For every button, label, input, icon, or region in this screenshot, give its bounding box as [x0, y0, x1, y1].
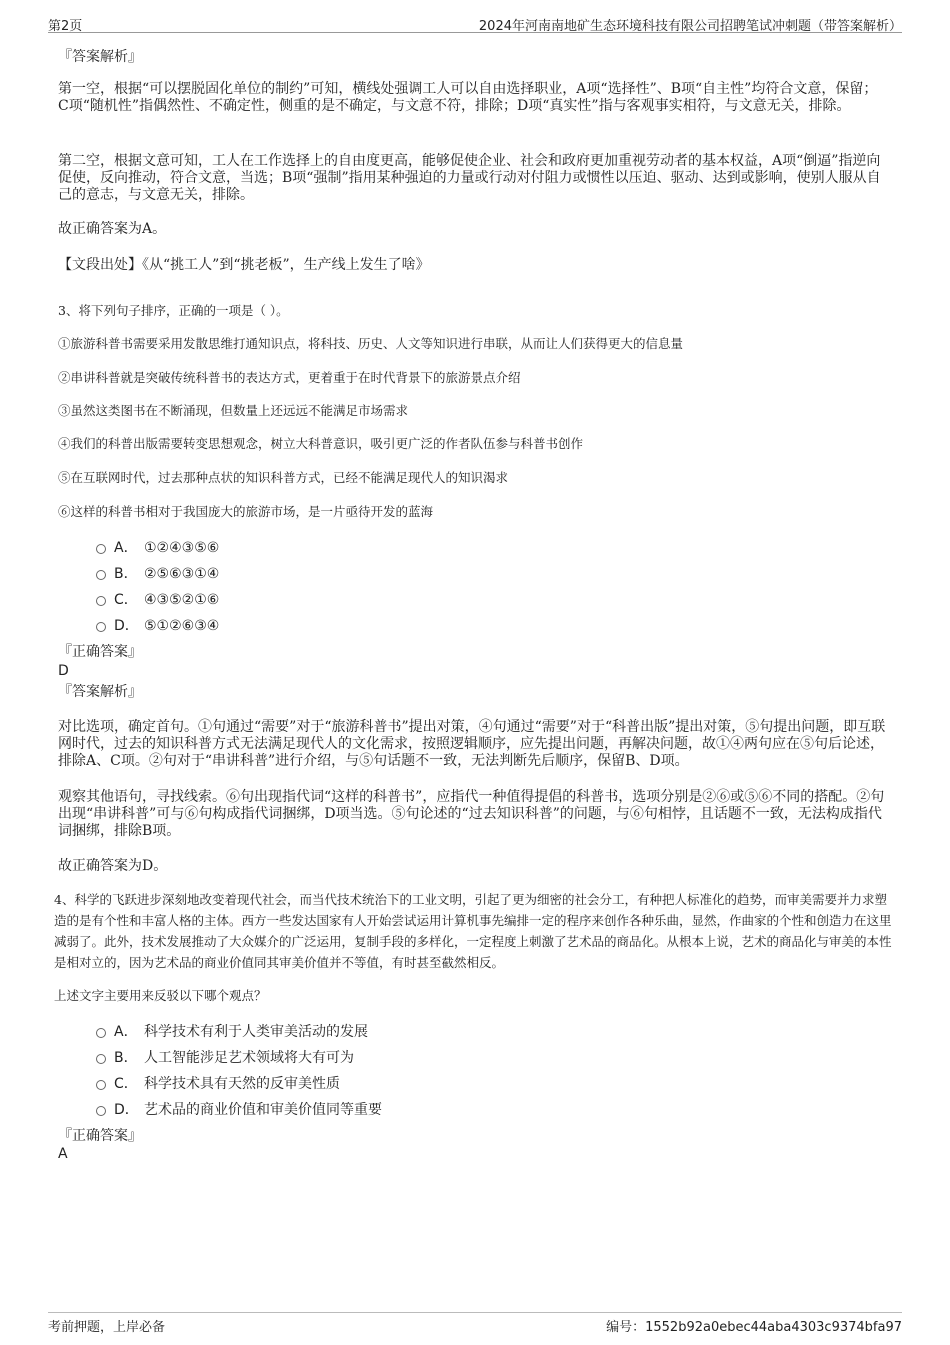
q4-option-d[interactable]: D． 艺术品的商业价值和审美价值同等重要: [96, 1099, 382, 1119]
q3-sentence-3: ③虽然这类图书在不断涌现，但数量上还远远不能满足市场需求: [58, 403, 409, 418]
radio-icon[interactable]: [96, 622, 106, 632]
footer-slogan: 考前押题，上岸必备: [48, 1320, 166, 1335]
q3-option-a[interactable]: A． ①②④③⑤⑥: [96, 537, 219, 557]
q2-analysis-para2: 第二空，根据文意可知，工人在工作选择上的自由度更高，能够促使企业、社会和政府更加重视劳动者的基本权益，A项“倒逼”指逆向促使，反向推动，符合文意，当选；B项“强制”指用某种强迫的力量或行动对付阻力或惯性以压迫、驱动、达到或影响，使别人服从自己的意志，与文意无关，排除。: [58, 153, 881, 203]
q3-correct-label: 『正确答案』: [58, 644, 142, 660]
q3-sentence-4: ④我们的科普出版需要转变思想观念，树立大科普意识，吸引更广泛的作者队伍参与科普书创作: [58, 436, 584, 451]
footer-serial: 编号：1552b92a0ebec44aba4303c9374bfa97: [606, 1320, 902, 1335]
page-header: [48, 12, 902, 33]
q4-option-c[interactable]: C． 科学技术具有天然的反审美性质: [96, 1073, 340, 1093]
q4-option-b[interactable]: B． 人工智能涉足艺术领域将大有可为: [96, 1047, 354, 1067]
radio-icon[interactable]: [96, 570, 106, 580]
page-number: 第2页: [48, 19, 83, 34]
q3-conclusion: 故正确答案为D。: [58, 858, 168, 874]
q3-stem: 3、将下列句子排序，正确的一项是（ ）。: [58, 303, 289, 318]
q3-analysis-label: 『答案解析』: [58, 684, 142, 700]
q3-analysis-para2: 观察其他语句，寻找线索。⑥句出现指代词“这样的科普书”，应指代一种值得提倡的科普书，选项分别是②⑥或⑤⑥不同的搭配。②句出现“串讲科普”可与⑥句构成指代词捆绑，D项当选。⑤句论述的“过去知识科普”的问题，与⑥句相悖，且话题不一致，无法构成指代词捆绑，排除B项。: [58, 789, 885, 839]
q3-option-c[interactable]: C． ④③⑤②①⑥: [96, 589, 219, 609]
q3-sentence-2: ②串讲科普就是突破传统科普书的表达方式，更着重于在时代背景下的旅游景点介绍: [58, 370, 521, 385]
page-footer: [48, 1312, 902, 1337]
q3-correct-answer: D: [58, 663, 69, 679]
q4-option-a[interactable]: A． 科学技术有利于人类审美活动的发展: [96, 1021, 368, 1041]
radio-icon[interactable]: [96, 1080, 106, 1090]
q4-correct-answer: A: [58, 1146, 68, 1162]
q3-sentence-5: ⑤在互联网时代，过去那种点状的知识科普方式，已经不能满足现代人的知识渴求: [58, 470, 509, 485]
radio-icon[interactable]: [96, 1028, 106, 1038]
q4-question: 上述文字主要用来反驳以下哪个观点？: [54, 988, 267, 1003]
q4-correct-label: 『正确答案』: [58, 1128, 142, 1144]
radio-icon[interactable]: [96, 1054, 106, 1064]
radio-icon[interactable]: [96, 544, 106, 554]
q4-stem: 4、科学的飞跃进步深刻地改变着现代社会，而当代技术统治下的工业文明，引起了更为细密的社会分工，有种把人标准化的趋势，而审美需要并力求塑造的是有个性和丰富人格的主体。西方一些发达国家有人开始尝试运用计算机事先编排一定的程序来创作各种乐曲，显然，作曲家的个性和创造力在这里减弱了。此外，技术发展推动了大众媒介的广泛运用，复制手段的多样化，一定程度上刺激了艺术品的商品化。从根本上说，艺术的商品化与审美的本性是相对立的，因为艺术品的商业价值同其审美价值并不等值，有时甚至截然相反。: [54, 892, 892, 970]
q3-sentence-6: ⑥这样的科普书相对于我国庞大的旅游市场，是一片亟待开发的蓝海: [58, 504, 434, 519]
radio-icon[interactable]: [96, 596, 106, 606]
q3-analysis-para1: 对比选项，确定首句。①句通过“需要”对于“旅游科普书”提出对策，④句通过“需要”对于“科普出版”提出对策，⑤句提出问题，即互联网时代，过去的知识科普方式无法满足现代人的文化需求，按照逻辑顺序，应先提出问题，再解决问题，故①④两句应在⑤句后论述，排除A、C项。②句对于“串讲科普”进行介绍，与⑤句话题不一致，无法判断先后顺序，保留B、D项。: [58, 719, 886, 769]
q3-sentence-1: ①旅游科普书需要采用发散思维打通知识点，将科技、历史、人文等知识进行串联，从而让人们获得更大的信息量: [58, 336, 684, 351]
document-title: 2024年河南南地矿生态环境科技有限公司招聘笔试冲刺题（带答案解析）: [478, 19, 902, 34]
q2-analysis-label: 『答案解析』: [58, 49, 142, 65]
q3-option-d[interactable]: D． ⑤①②⑥③④: [96, 615, 219, 635]
q3-option-b[interactable]: B． ②⑤⑥③①④: [96, 563, 219, 583]
radio-icon[interactable]: [96, 1106, 106, 1116]
q2-source: 【文段出处】《从“挑工人”到“挑老板”，生产线上发生了啥》: [58, 257, 430, 273]
q2-conclusion: 故正确答案为A。: [58, 221, 167, 237]
q2-analysis-para1: 第一空，根据“可以摆脱固化单位的制约”可知，横线处强调工人可以自由选择职业，A项“选择性”、B项“自主性”均符合文意，保留；C项“随机性”指偶然性、不确定性，侧重的是不确定，与文意不符，排除；D项“真实性”指与客观事实相符，与文意无关，排除。: [58, 81, 878, 114]
